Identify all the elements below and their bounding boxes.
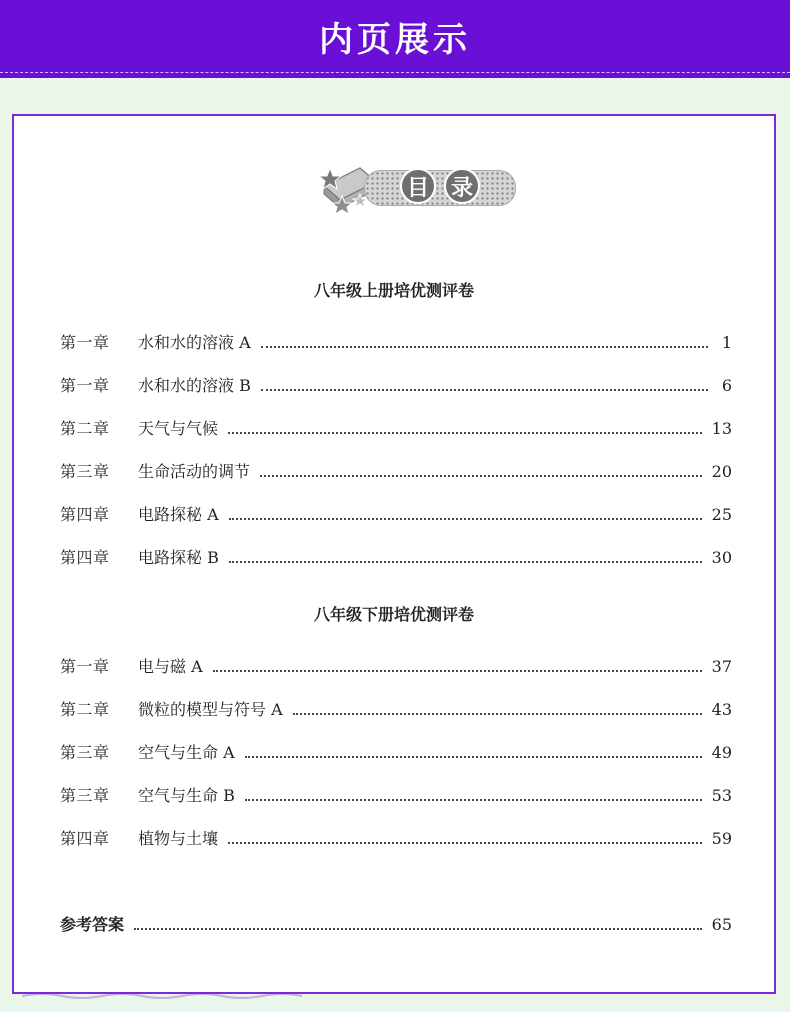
toc-page-number: 13 <box>711 419 732 438</box>
toc-leader <box>228 420 702 434</box>
toc-chapter: 第三章 <box>60 462 110 481</box>
toc-title: 水和水的溶液 B <box>138 376 251 395</box>
toc-leader <box>229 549 702 563</box>
toc-title: 水和水的溶液 A <box>138 333 251 352</box>
toc-title: 电与磁 A <box>138 657 203 676</box>
toc-row[interactable] <box>60 373 732 399</box>
top-banner <box>0 0 790 78</box>
toc-leader <box>293 701 702 715</box>
toc-title: 空气与生命 A <box>138 743 235 762</box>
header-pill <box>364 170 516 206</box>
toc-page-number: 30 <box>711 548 732 567</box>
toc-chapter: 第一章 <box>60 657 110 676</box>
toc-page-number: 37 <box>711 657 732 676</box>
toc-title: 微粒的模型与符号 A <box>138 700 283 719</box>
section-title-grade8-second: 八年级下册培优测评卷 <box>313 605 474 624</box>
toc-leader <box>245 787 702 801</box>
toc-row[interactable] <box>60 654 732 680</box>
toc-leader <box>228 830 702 844</box>
toc-leader <box>134 916 702 930</box>
toc-chapter: 第一章 <box>60 333 110 352</box>
toc-chapter: 第四章 <box>60 505 110 524</box>
banner-title: 内页展示 <box>319 20 471 60</box>
toc-title: 空气与生命 B <box>138 786 235 805</box>
toc-title: 电路探秘 A <box>138 505 219 524</box>
toc-page-number: 49 <box>711 743 732 762</box>
banner-divider <box>0 72 790 73</box>
toc-chapter: 第四章 <box>60 548 110 567</box>
toc-title: 生命活动的调节 <box>138 462 251 481</box>
toc-row[interactable] <box>60 459 732 485</box>
toc-title: 电路探秘 B <box>138 548 219 567</box>
toc-title: 天气与气候 <box>138 419 219 438</box>
toc-chapter: 第一章 <box>60 376 110 395</box>
toc-row[interactable] <box>60 330 732 356</box>
toc-leader <box>261 334 708 348</box>
toc-chapter: 第三章 <box>60 743 110 762</box>
toc-header-emblem <box>310 156 520 220</box>
toc-chapter: 第四章 <box>60 829 110 848</box>
toc-leader <box>245 744 702 758</box>
toc-page-number: 25 <box>711 505 732 524</box>
toc-page-number: 6 <box>721 376 732 395</box>
toc-leader <box>260 463 702 477</box>
toc-row[interactable] <box>60 416 732 442</box>
toc-char-2: 录 <box>444 168 480 204</box>
toc-page-number: 59 <box>711 829 732 848</box>
toc-chapter: 第二章 <box>60 700 110 719</box>
toc-row[interactable] <box>60 545 732 571</box>
toc-page-number: 53 <box>711 786 732 805</box>
toc-leader <box>261 377 708 391</box>
toc-row[interactable] <box>60 783 732 809</box>
toc-leader <box>229 506 702 520</box>
toc-row[interactable] <box>60 826 732 852</box>
toc-char-1: 目 <box>400 168 436 204</box>
toc-row[interactable] <box>60 697 732 723</box>
toc-leader <box>213 658 702 672</box>
toc-title: 植物与土壤 <box>138 829 219 848</box>
answers-title: 参考答案 <box>60 915 125 934</box>
toc-row[interactable] <box>60 502 732 528</box>
toc-chapter: 第三章 <box>60 786 110 805</box>
page-bottom-decoration <box>22 992 322 1000</box>
toc-page <box>12 114 776 994</box>
toc-page-number: 20 <box>711 462 732 481</box>
toc-page-number: 65 <box>711 915 732 934</box>
section-title-grade8-first: 八年级上册培优测评卷 <box>313 281 474 300</box>
toc-page-number: 43 <box>711 700 732 719</box>
toc-row-answers[interactable] <box>60 912 732 938</box>
toc-row[interactable] <box>60 740 732 766</box>
toc-chapter: 第二章 <box>60 419 110 438</box>
toc-page-number: 1 <box>721 333 732 352</box>
